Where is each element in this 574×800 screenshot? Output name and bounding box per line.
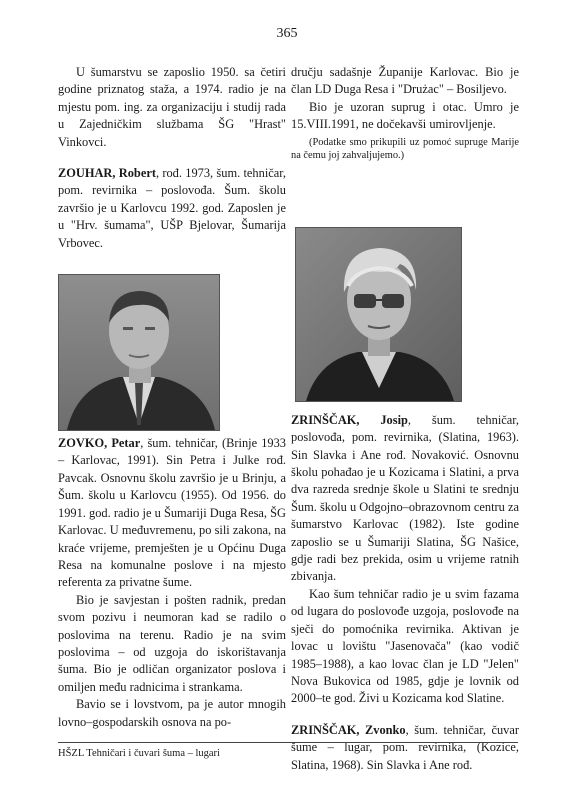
entry-zrinscak-zvonko [291,722,519,774]
page-number: 365 [276,26,298,41]
right-column [291,64,519,774]
entry-zrinscak-josip [291,412,519,586]
entry-bio-zrinscak-zvonko: , šum. tehničar, čuvar šume – lugar, pom. revirnika, (Kozice, Slatina, 1968). Sin Slavka i Ane rođ. [291,722,519,772]
entry-zovko [58,435,286,592]
left-column [58,64,286,731]
portrait-photo-zrinscak [295,227,462,402]
entry-name-zrinscak-zvonko: ZRINŠČAK, Zvonko [291,722,406,737]
entry-zouhar [58,165,286,252]
running-footer: HŠZL Tehničari i čuvari šuma – lugari [58,748,220,759]
intro-paragraph: U šumarstvu se zaposlio 1950. sa četiri godine priznatog staža, a 1974. radio je na mjestu pom. ing. za organizaciju i studij rada u Zajedničkim službama ŠG "Hrast" Vinkovci. [58,65,286,149]
zrinscak-josip-paragraph-2: Kao šum tehničar radio je u svim fazama od lugara do poslovođe uzgoja, poslovođe na sječi do pomoćnika revirnika. Aktivan je lovac u lovištu "Jasenovača" (kao vodič 1985–1988), a kao lovac član je LD "Jelen" Nova Bukovica od 1985, gdje je lovnik od 2000–te god. Živi u Kozicama kod Slatine. [291,586,519,706]
entry-name-zouhar: ZOUHAR, Robert [58,166,156,181]
entry-bio-zouhar: , rođ. 1973, šum. tehničar, pom. revirnika – poslovođa. Šum. školu završio je u Karlovcu 1992. god. Zaposlen je u "Hrv. šumama", UŠP Bjelovar, Šumarija Vrbovec. [58,166,286,250]
zovko-acknowledgement-note: (Podatke smo prikupili uz pomoć supruge Marije na čemu joj zahvaljujemo.) [291,136,519,162]
zovko-paragraph-3: Bavio se i lovstvom, pa je autor mnogih lovno–gospodarskih osnova na po- [58,697,286,729]
portrait-photo-zouhar [58,274,220,431]
zovko-paragraph-2: Bio je savjestan i pošten radnik, predan svom pozivu i neumoran kad se radilo o poslovima na terenu. Radio je na svim poslovima – od uzgoja do iskorištavanja šuma. Bio je odličan organizator poslova i omiljen među radnicima i strankama. [58,592,286,694]
footer-divider [58,742,518,743]
entry-bio-zovko: , šum. tehničar, (Brinje 1933 – Karlovac, 1991). Sin Petra i Julke rođ. Pavcak. Osnovnu školu završio je u Brinju, a Šum. školu u Karlovcu (1955). Od 1956. do 1991. god. radio je u Šumariji Duga Resa, ŠG Karlovac. U međuvremenu, po sili zakona, na kraće vrijeme, premješten je u Općinu Duga Resa na komunalne poslove i na mjesto referenta za privatne šume. [58,436,286,590]
entry-name-zovko: ZOVKO, Petar [58,436,141,451]
zovko-closing: Bio je uzoran suprug i otac. Umro je 15.VIII.1991, ne dočekavši umirovljenje. [291,99,519,132]
entry-name-zrinscak-josip: ZRINŠČAK, Josip [291,412,408,427]
entry-bio-zrinscak-josip: , šum. tehničar, poslovođa, pom. revirnika, (Slatina, 1963). Sin Slavka i Ane rođ. Novaković. Osnovnu školu pohađao je u Kozicama i Slatini, a prva dva razreda srednje škole u Slatini te srednju Šum. školu u Odgojno–obrazovnom centru za šumarstvo Karlovac (1982). Iste godine zaposlio se u Šumariji Slatina, ŠG Našice, gdje radi bez prekida, osim u vrijeme ratnih zbivanja. [291,412,519,584]
zovko-continued: dručju sadašnje Županije Karlovac. Bio je član LD Duga Resa i "Drużac" – Bosiljevo. [291,65,519,97]
